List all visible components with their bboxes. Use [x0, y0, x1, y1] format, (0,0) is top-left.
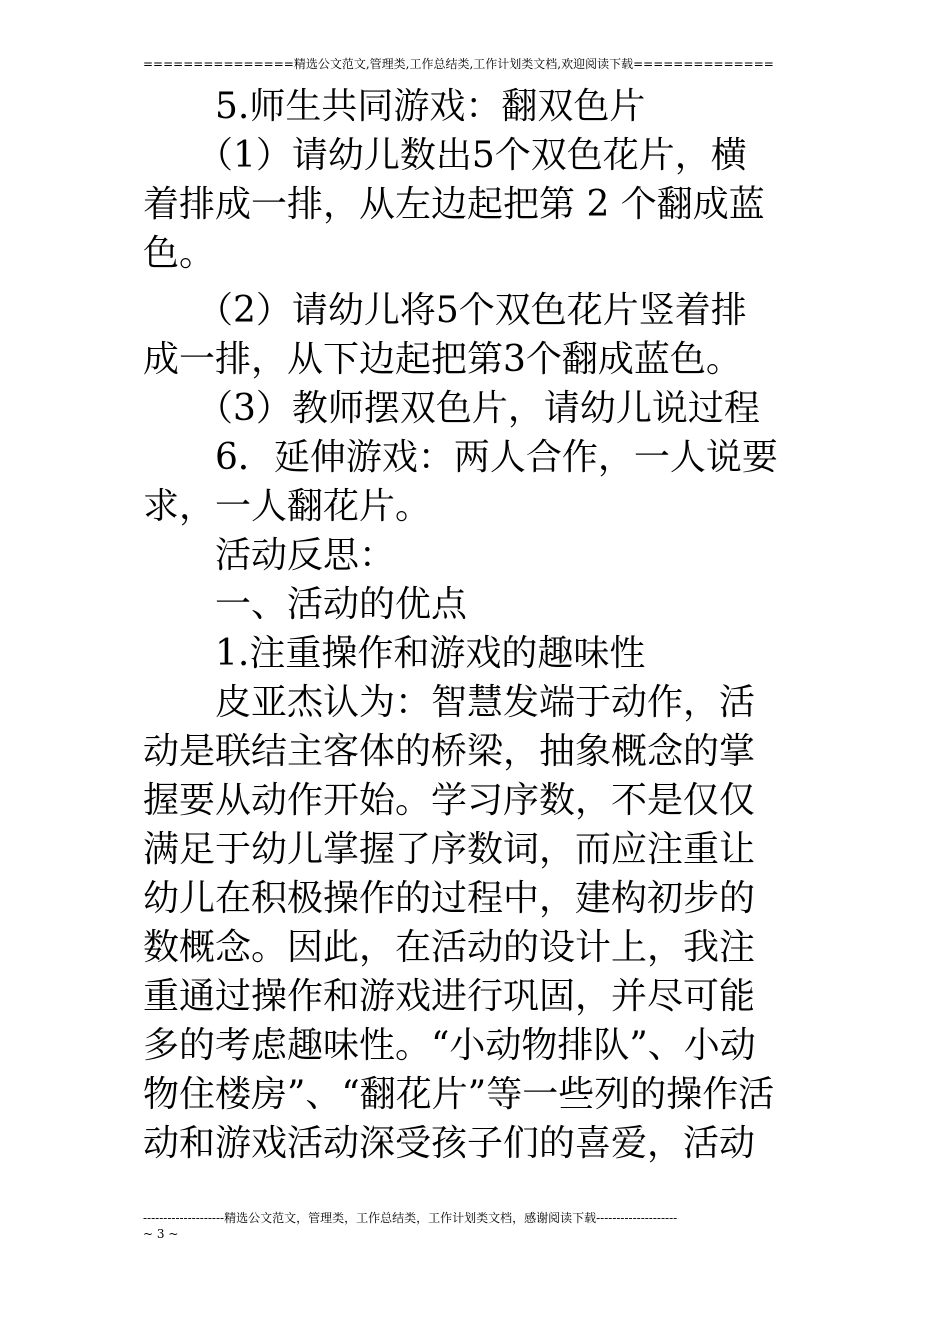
- paragraph-line: 动是联结主客体的桥梁，抽象概念的掌: [143, 731, 756, 772]
- paragraph-line: 幼儿在积极操作的过程中，建构初步的: [143, 878, 756, 919]
- paragraph-line: 一、活动的优点: [143, 584, 468, 625]
- paragraph-line: 6．延伸游戏：两人合作，一人说要: [143, 437, 778, 478]
- paragraph-line: 重通过操作和游戏进行巩固，并尽可能: [143, 976, 756, 1017]
- paragraph-line: 物住楼房”、“翻花片”等一些列的操作活: [143, 1074, 775, 1115]
- paragraph-line: 色。: [143, 233, 216, 274]
- paragraph-line: 皮亚杰认为：智慧发端于动作，活: [143, 682, 756, 723]
- paragraph-line: 多的考虑趣味性。“小动物排队”、小动: [143, 1025, 756, 1066]
- paragraph-line: 着排成一排，从左边起把第 2 个翻成蓝: [143, 184, 765, 225]
- paragraph-line: 求，一人翻花片。: [143, 486, 432, 527]
- paragraph-line: （1）请幼儿数出5个双色花片，横: [143, 135, 747, 176]
- paragraph-line: 活动反思：: [143, 535, 396, 576]
- paragraph-line: 5.师生共同游戏：翻双色片: [143, 86, 646, 127]
- paragraph-line: 成一排，从下边起把第3个翻成蓝色。: [143, 339, 742, 380]
- paragraph-line: 动和游戏活动深受孩子们的喜爱，活动: [143, 1123, 756, 1164]
- page-footer: --------------------精选公文范文，管理类，工作总结类，工作计划类文档，感谢阅读下载--------------------: [143, 1211, 678, 1225]
- page-header: ===============精选公文范文,管理类,工作总结类,工作计划类文档,欢迎阅读下载==============: [143, 57, 774, 71]
- paragraph-line: 数概念。因此，在活动的设计上，我注: [143, 927, 756, 968]
- paragraph-line: （3）教师摆双色片，请幼儿说过程: [143, 388, 760, 429]
- paragraph-line: 满足于幼儿掌握了序数词，而应注重让: [143, 829, 756, 870]
- page-number: ~ 3 ~: [143, 1227, 179, 1241]
- paragraph-line: 1.注重操作和游戏的趣味性: [143, 633, 646, 674]
- paragraph-line: 握要从动作开始。学习序数，不是仅仅: [143, 780, 756, 821]
- paragraph-line: （2）请幼儿将5个双色花片竖着排: [143, 290, 747, 331]
- document-body: [143, 82, 809, 1168]
